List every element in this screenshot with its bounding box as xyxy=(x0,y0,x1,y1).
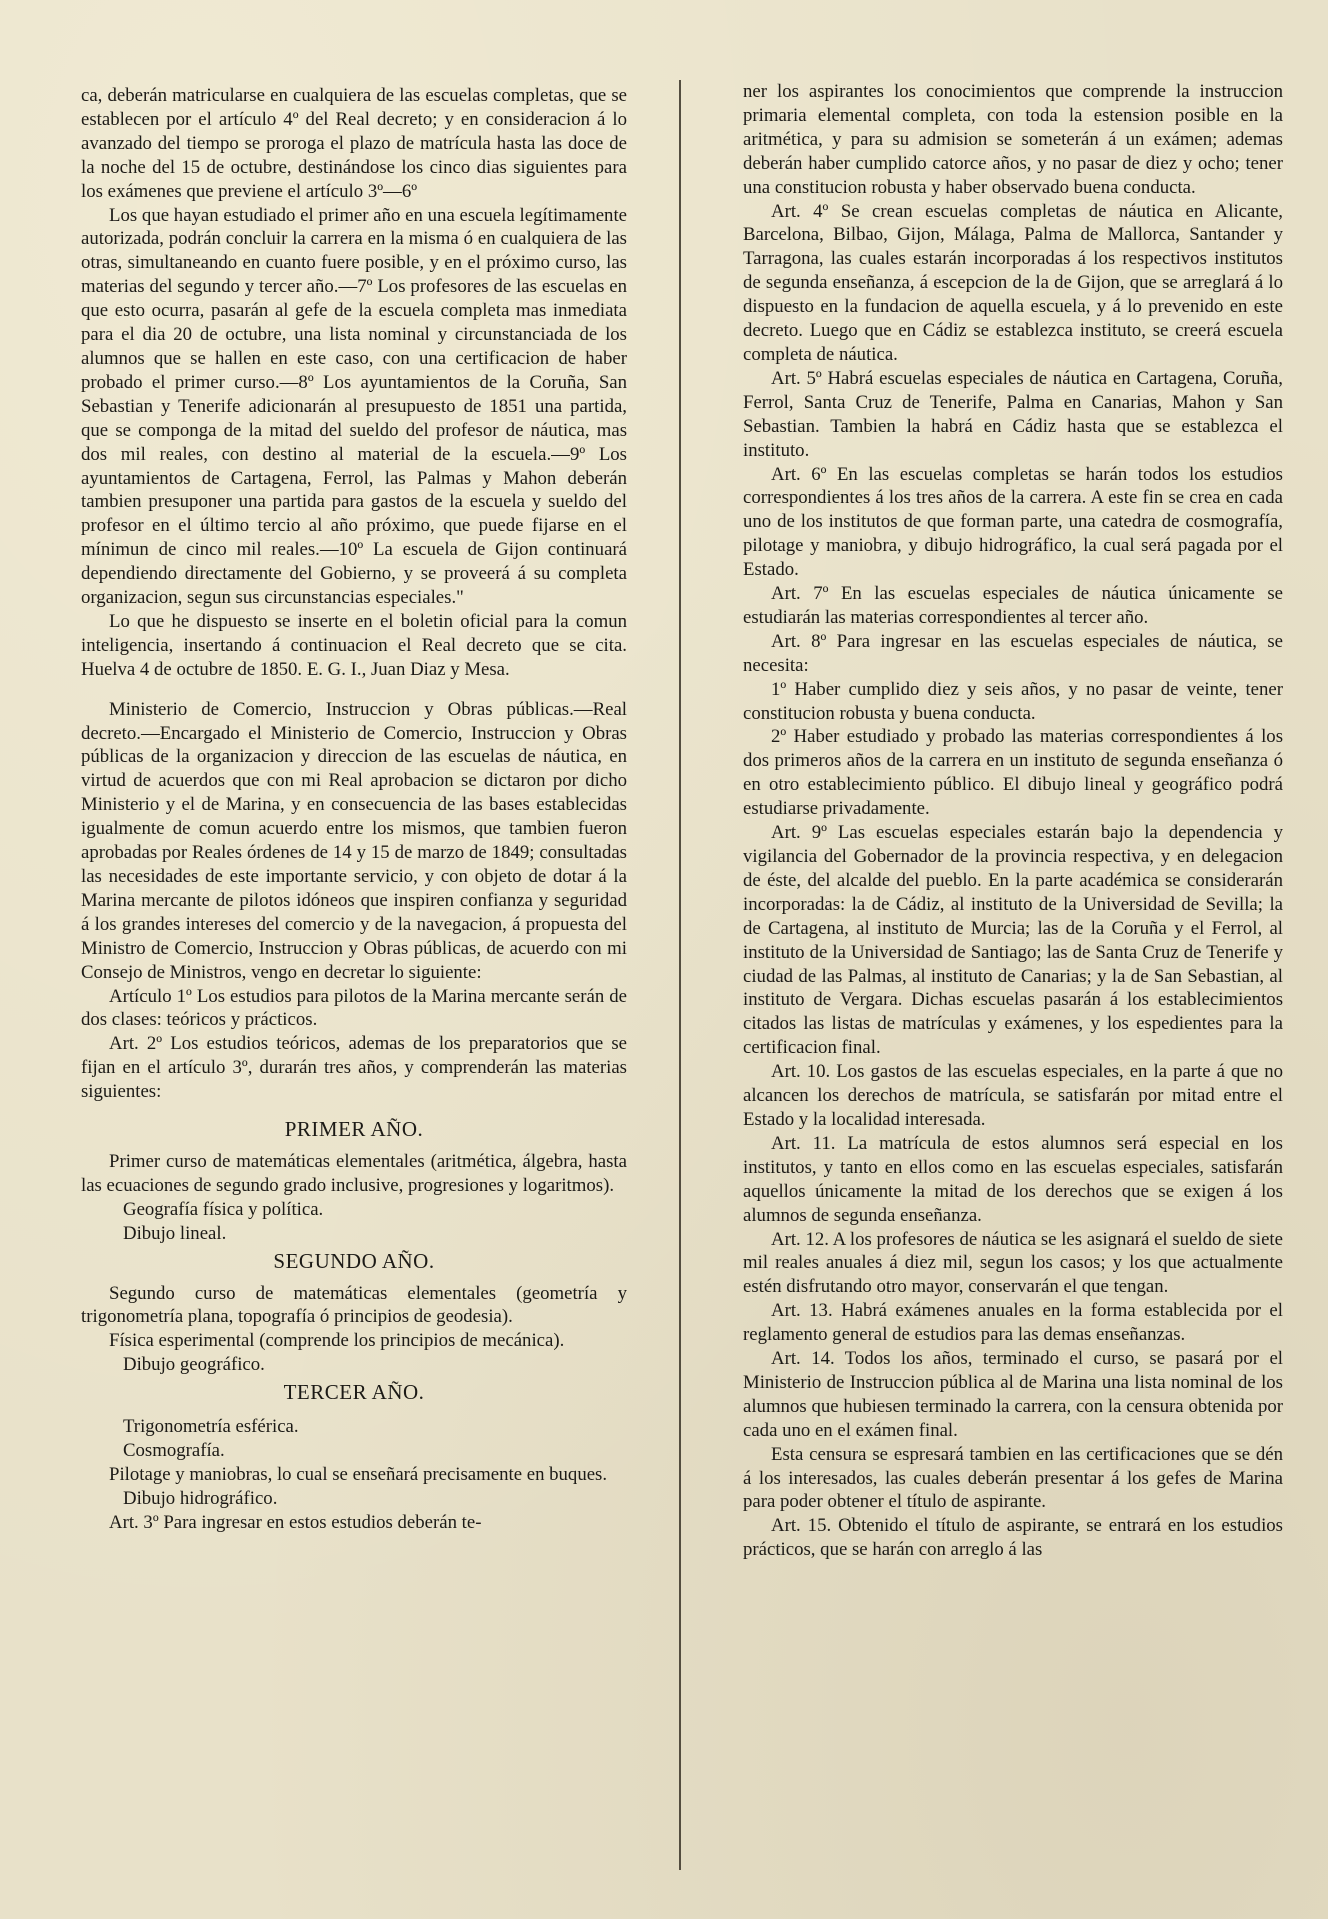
list-item: Cosmografía. xyxy=(123,1439,225,1461)
paragraph: 2º Haber estudiado y probado las materias correspondientes á los dos primeros años de la carrera en un instituto de segunda enseñanza ó en otro establecimiento público. El dibujo lineal y geográfico podrá estudiarse privadamente. xyxy=(743,726,1283,820)
paragraph: Art. 5º Habrá escuelas especiales de náutica en Cartagena, Coruña, Ferrol, Santa Cruz de Tenerife, Palma en Canarias, Mahon y San Sebastian. Tambien la habrá en Cádiz hasta que se establezca el instituto. xyxy=(743,367,1283,461)
paragraph: ner los aspirantes los conocimientos que comprende la instruccion primaria elemental completa, con toda la estension posible en la aritmética, y para su admision se someterán á un exámen; ademas deberán haber cumplido catorce años, y no pasar de diez y ocho; tener una constitucion robusta y haber observado buena conducta. xyxy=(743,81,1283,198)
paragraph: Art. 6º En las escuelas completas se harán todos los estudios correspondientes á los tres años de la carrera. A este fin se crea en cada uno de los institutos de que forman parte, una catedra de cosmografía, pilotage y maniobra, y dibujo hidrográfico, la cual será pagada por el Estado. xyxy=(743,463,1283,581)
paragraph: Art. 12. A los profesores de náutica se les asignará el sueldo de siete mil reales anuales á diez mil, segun los casos; y los que actualmente estén disfrutando otro mayor, conservarán el que tengan. xyxy=(743,1228,1283,1298)
paragraph: Artículo 1º Los estudios para pilotos de la Marina mercante serán de dos clases: teóricos y prácticos. xyxy=(81,985,627,1031)
paragraph: Los que hayan estudiado el primer año en una escuela legítimamente autorizada, podrán concluir la carrera en la misma ó en cualquiera de las otras, simultaneando en cuanto fuere posible, y en el próximo curso, las materias del segundo y tercer año.—7º Los profesores de las escuelas en que esto ocurra, pasarán al gefe de la escuela completa mas inmediata para el dia 20 de octubre, una lista nominal y circunstanciada de los alumnos que se hallen en este caso, con una certificacion de haber probado el primer curso.—8º Los ayuntamientos de la Coruña, San Sebastian y Tenerife adicionarán al presupuesto de 1851 una partida, que se componga de la mitad del sueldo del profesor de náutica, mas dos mil reales, con destino al material de la escuela.—9º Los ayuntamientos de Cartagena, Ferrol, las Palmas y Mahon deberán tambien presuponer una partida para gastos de la escuela y sueldo del profesor en el último tercio al año próximo, que puede fijarse en el mínimun de cinco mil reales.—10º La escuela de Gijon continuará dependiendo directamente del Gobierno, y se proveerá á su completa organizacion, segun sus circunstancias especiales." xyxy=(81,204,627,609)
paragraph: Art. 14. Todos los años, terminado el curso, se pasará por el Ministerio de Instruccion pública al de Marina una lista nominal de los alumnos que hubiesen terminado la carrera, con la censura obtenida por cada uno en el exámen final. xyxy=(743,1348,1283,1441)
section-heading: SEGUNDO AÑO. xyxy=(273,1248,435,1273)
paragraph: Art. 7º En las escuelas especiales de náutica únicamente se estudiarán las materias correspondientes al tercer año. xyxy=(743,583,1283,628)
list-item: Primer curso de matemáticas elementales (aritmética, álgebra, hasta las ecuaciones de segundo grado inclusive, progresiones y logaritmos). xyxy=(81,1150,627,1196)
paragraph: 1º Haber cumplido diez y seis años, y no pasar de veinte, tener constitucion robusta y buena conducta. xyxy=(743,678,1283,724)
paragraph: Art. 4º Se crean escuelas completas de náutica en Alicante, Barcelona, Bilbao, Gijon, Málaga, Palma de Mallorca, Santander y Tarragona, las cuales estarán incorporadas á los respectivos institutos de segunda enseñanza, á escepcion de la de Gijon, que se arreglará á lo dispuesto en la fundacion de aquella escuela, y á lo prevenido en este decreto. Luego que en Cádiz se establezca instituto, se creerá escuela completa de náutica. xyxy=(743,200,1283,365)
column-divider xyxy=(679,80,681,1870)
paragraph: Art. 8º Para ingresar en las escuelas especiales de náutica, se necesita: xyxy=(743,630,1283,676)
list-item: Dibujo hidrográfico. xyxy=(123,1487,278,1509)
section-heading: TERCER AÑO. xyxy=(283,1380,425,1405)
paragraph: Art. 11. La matrícula de estos alumnos será especial en los institutos, y tanto en ellos como en las escuelas especiales, satisfarán aquellos únicamente la mitad de los derechos que se exigen á los alumnos de segunda enseñanza. xyxy=(743,1132,1283,1226)
paragraph: Lo que he dispuesto se inserte en el boletin oficial para la comun inteligencia, insertando á continuacion el Real decreto que se cita. Huelva 4 de octubre de 1850. E. G. I., Juan Diaz y Mesa. xyxy=(81,610,627,680)
left-column xyxy=(81,84,627,1535)
list-item: Pilotage y maniobras, lo cual se enseñará precisamente en buques. xyxy=(109,1463,608,1485)
list-item: Segundo curso de matemáticas elementales (geometría y trigonometría plana, topografía ó principios de geodesia). xyxy=(81,1282,627,1328)
paragraph: Ministerio de Comercio, Instruccion y Obras públicas.—Real decreto.—Encargado el Ministerio de Comercio, Instruccion y Obras públicas de la organizacion y direccion de las escuelas de náutica, en virtud de acuerdos que con mi Real aprobacion se dictaron por dicho Ministerio y el de Marina, y en consecuencia de las bases establecidas igualmente de comun acuerdo entre los mismos, que tambien fueron aprobadas por Reales órdenes de 14 y 15 de marzo de 1849; consultadas las necesidades de este importante servicio, y con objeto de dotar á la Marina mercante de pilotos idóneos que inspiren confianza y seguridad á los grandes intereses del comercio y de la navegacion, á propuesta del Ministro de Comercio, Instruccion y Obras públicas, de acuerdo con mi Consejo de Ministros, vengo en decretar lo siguiente: xyxy=(81,698,627,983)
paragraph: Art. 2º Los estudios teóricos, ademas de los preparatorios que se fijan en el artículo 3º, durarán tres años, y comprenderán las materias siguientes: xyxy=(81,1033,627,1103)
paragraph: Esta censura se espresará tambien en las certificaciones que se dén á los interesados, las cuales deberán presentar á los gefes de Marina para poder obtener el título de aspirante. xyxy=(743,1443,1283,1513)
section-heading: PRIMER AÑO. xyxy=(284,1117,424,1142)
paragraph: Art. 9º Las escuelas especiales estarán bajo la dependencia y vigilancia del Gobernador de la provincia respectiva, y en delegacion de éste, del alcalde del pueblo. En la parte académica se considerarán incorporadas: la de Cádiz, al instituto de la Universidad de Sevilla; la de Cartagena, al instituto de Murcia; las de la Coruña y el Ferrol, al instituto de la Universidad de Santiago; las de Santa Cruz de Tenerife y ciudad de las Palmas, al instituto de Canarias; y la de San Sebastian, al instituto de Vergara. Dichas escuelas pasarán á los establecimientos citados las listas de matrículas y exámenes, y los espedientes para la certificacion final. xyxy=(743,822,1283,1059)
paragraph: Art. 10. Los gastos de las escuelas especiales, en la parte á que no alcancen los derechos de matrícula, se satisfarán por mitad entre el Estado y la localidad interesada. xyxy=(743,1061,1283,1130)
paragraph: ca, deberán matricularse en cualquiera de las escuelas completas, que se establecen por el artículo 4º del Real decreto; y en consideracion á lo avanzado del tiempo se proroga el plazo de matrícula hasta las doce de la noche del 15 de octubre, destinándose los cinco dias siguientes para los exámenes que previene el artículo 3º—6º xyxy=(81,85,627,202)
paragraph: Art. 15. Obtenido el título de aspirante, se entrará en los estudios prácticos, que se harán con arreglo á las xyxy=(743,1515,1283,1561)
list-item: Dibujo lineal. xyxy=(123,1222,227,1244)
list-item: Geografía física y política. xyxy=(123,1198,324,1220)
list-item: Física esperimental (comprende los principios de mecánica). xyxy=(109,1330,565,1352)
paragraph: Art. 13. Habrá exámenes anuales en la forma establecida por el reglamento general de estudios para las demas enseñanzas. xyxy=(743,1300,1283,1346)
paragraph: Art. 3º Para ingresar en estos estudios deberán te- xyxy=(109,1511,482,1533)
list-item: Dibujo geográfico. xyxy=(123,1354,265,1376)
right-column xyxy=(743,80,1283,1562)
list-item: Trigonometría esférica. xyxy=(123,1416,299,1438)
